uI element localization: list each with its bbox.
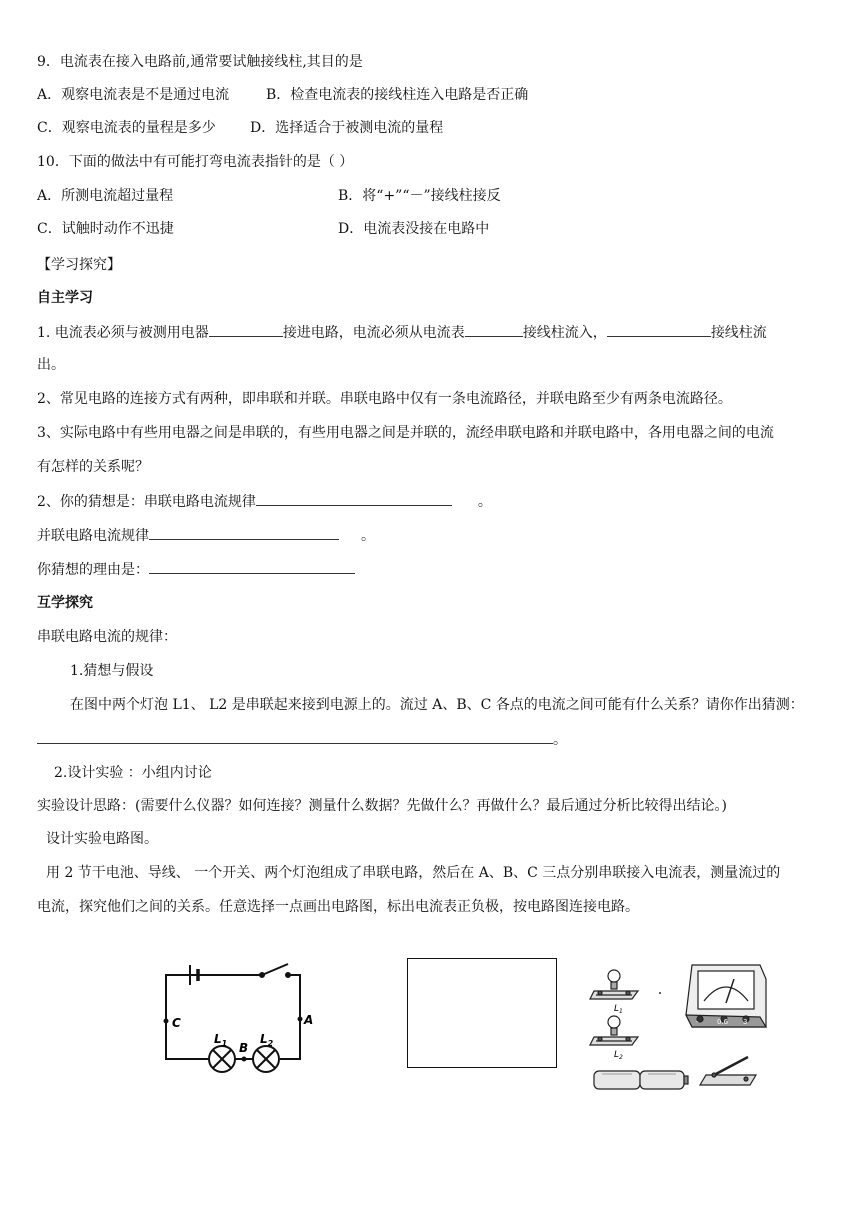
circuit-drawing-box[interactable] xyxy=(407,958,557,1068)
item1-text-c: 接线柱流入， xyxy=(522,325,607,341)
apparatus-label-l1: $L_1$ xyxy=(614,1004,623,1015)
step2-title: 2.设计实验 ：小组内讨论 xyxy=(54,765,212,781)
answer-blank[interactable] xyxy=(149,525,339,540)
circuit-label-l2: $L_2$ xyxy=(260,1032,274,1048)
series-rule-title: 串联电路电流的规律： xyxy=(37,629,177,645)
item1-text-d: 接线柱流 xyxy=(710,325,767,341)
item1-text-a: 1. 电流表必须与被测用电器 xyxy=(37,325,209,341)
q9-stem: 9．电流表在接入电路前,通常要试触接线柱,其目的是 xyxy=(37,54,363,70)
design-idea: 实验设计思路：(需要什么仪器？如何连接？测量什么数据？先做什么？再做什么？最后通过分析比较得出结论。) xyxy=(37,798,727,814)
mutual-heading: 互学探究 xyxy=(37,595,93,611)
self-study-item3-line2: 有怎样的关系呢？ xyxy=(37,459,149,475)
step1-end: 。 xyxy=(553,732,567,748)
guess-parallel xyxy=(37,525,375,546)
guess-series-label: 2、你的猜想是：串联电路电流规律 xyxy=(37,494,256,510)
guess-reason-label: 你猜想的理由是： xyxy=(37,562,149,578)
section-title: 【学习探究】 xyxy=(37,257,121,273)
answer-blank[interactable] xyxy=(465,322,523,337)
answer-blank[interactable] xyxy=(607,322,711,337)
q9-option-c: C．观察电流表的量程是多少 xyxy=(37,120,216,136)
q9-option-d: D．选择适合于被测电流的量程 xyxy=(250,120,444,136)
step1-title: 1.猜想与假设 xyxy=(70,663,154,679)
ammeter-terminal-3: 3 xyxy=(743,1018,748,1026)
guess-parallel-end: 。 xyxy=(361,528,375,544)
step1-answer-line xyxy=(37,729,567,750)
design-para-line2: 电流，探究他们之间的关系。任意选择一点画出电路图，标出电流表正负极，按电路图连接电路。 xyxy=(37,899,639,915)
answer-blank[interactable] xyxy=(149,559,355,574)
self-study-item3-line1: 3、实际电路中有些用电器之间是串联的，有些用电器之间是并联的，流经串联电路和并联电路中，各用电器之间的电流 xyxy=(37,425,774,441)
circuit-label-a: A xyxy=(304,1013,314,1027)
answer-blank[interactable] xyxy=(37,729,553,744)
guess-reason xyxy=(37,559,355,580)
design-circuit: 设计实验电路图。 xyxy=(46,831,158,847)
ammeter-terminal-minus: - xyxy=(696,1018,699,1026)
guess-series xyxy=(37,491,492,512)
item1-text-e: 出。 xyxy=(37,357,65,373)
answer-blank[interactable] xyxy=(209,322,283,337)
self-study-item2: 2、常见电路的连接方式有两种，即串联和并联。串联电路中仅有一条电流路径，并联电路至少有两条电流路径。 xyxy=(37,391,732,407)
ammeter-terminal-06: 0.6 xyxy=(717,1018,729,1026)
item1-text-b: 接进电路，电流必须从电流表 xyxy=(282,325,465,341)
apparatus-illustration xyxy=(588,955,778,1097)
self-study-heading: 自主学习 xyxy=(37,290,93,306)
apparatus-label-l2: $L_2$ xyxy=(614,1050,623,1061)
self-study-item1 xyxy=(37,322,767,343)
guess-series-end: 。 xyxy=(477,494,492,510)
guess-parallel-label: 并联电路电流规律 xyxy=(37,528,149,544)
q9-option-b: B．检查电流表的接线柱连入电路是否正确 xyxy=(266,87,529,103)
series-circuit-diagram xyxy=(150,955,330,1080)
circuit-label-b: B xyxy=(239,1041,249,1055)
q9-option-a: A．观察电流表是不是通过电流 xyxy=(37,87,230,103)
circuit-label-c: C xyxy=(172,1016,181,1030)
q10-stem: 10．下面的做法中有可能打弯电流表指针的是（ ） xyxy=(37,154,354,170)
q10-option-a: A．所测电流超过量程 xyxy=(37,188,174,204)
q10-option-b: B．将“+”“－”接线柱接反 xyxy=(338,188,501,204)
q10-option-c: C．试触时动作不迅捷 xyxy=(37,221,174,237)
design-para-line1: 用 2 节干电池、导线、 一个开关、两个灯泡组成了串联电路，然后在 A、B、C 三点分别串联接入电流表，测量流过的 xyxy=(46,865,781,881)
answer-blank[interactable] xyxy=(256,491,452,506)
step1-text: 在图中两个灯泡 L1、 L2 是串联起来接到电源上的。流过 A、B、C 各点的电流之间可能有什么关系？请你作出猜测： xyxy=(70,697,804,713)
q10-option-d: D．电流表没接在电路中 xyxy=(338,221,490,237)
circuit-label-l1: $L_1$ xyxy=(214,1032,228,1048)
